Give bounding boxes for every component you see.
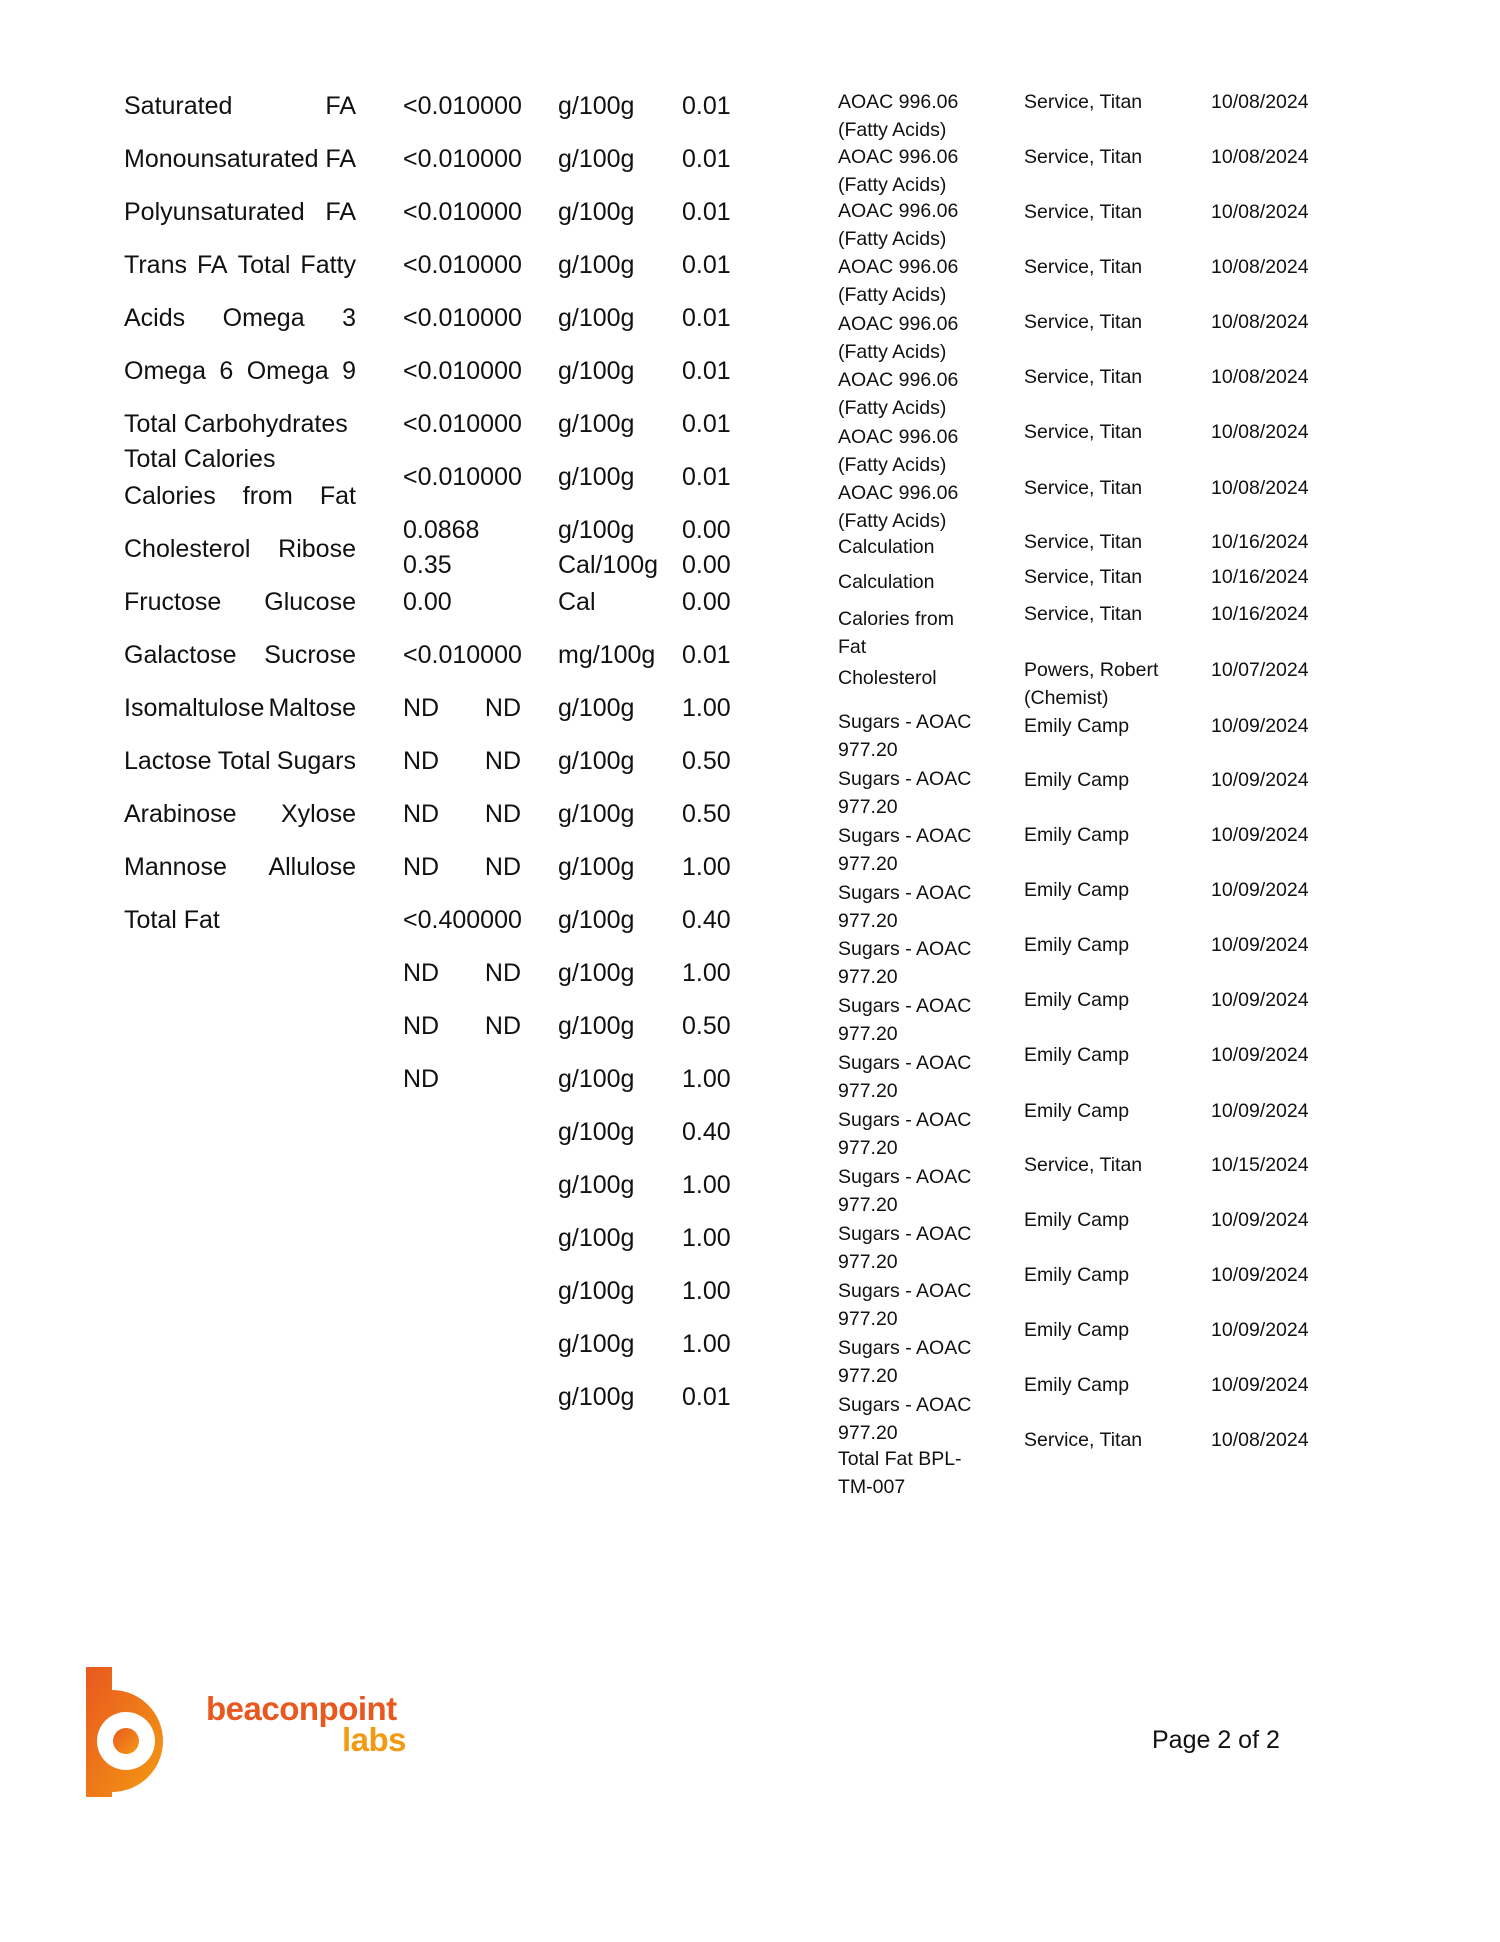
logo-wordmark <box>206 1690 407 1758</box>
result-value-word: ND <box>403 853 440 881</box>
lod-value: 0.01 <box>682 145 731 173</box>
unit-value: g/100g <box>558 747 635 775</box>
analyte-name-word: 9 <box>342 357 356 385</box>
method-name: 977.20 <box>838 1079 898 1102</box>
result-value <box>403 550 452 580</box>
analyst-name: Emily Camp <box>1024 879 1130 901</box>
analyte-name <box>124 409 348 439</box>
analyte-name <box>124 250 356 280</box>
method-name: Sugars - AOAC <box>838 1109 972 1131</box>
analyst-name: Emily Camp <box>1024 934 1130 956</box>
test-date: 10/16/2024 <box>1211 566 1309 588</box>
analyte-name-word: 6 <box>219 357 234 385</box>
analyte-name-word: Arabinose <box>124 800 237 828</box>
result-value-word: ND <box>403 694 440 722</box>
analyst-name: Service, Titan <box>1024 366 1143 388</box>
result-value <box>403 693 521 723</box>
analyte-name-word: Fructose <box>124 588 222 616</box>
result-value-word: ND <box>484 1012 521 1040</box>
unit-value: g/100g <box>558 1065 635 1093</box>
unit-value: g/100g <box>558 1330 635 1358</box>
result-value-word: <0.010000 <box>403 463 522 491</box>
method-name: AOAC 996.06 <box>838 426 959 448</box>
lod-value: 0.50 <box>682 747 731 775</box>
test-date: 10/08/2024 <box>1211 201 1309 223</box>
result-value <box>403 852 521 882</box>
test-date: 10/09/2024 <box>1211 1209 1309 1231</box>
result-value-word: 0.0868 <box>403 516 480 544</box>
analyte-name-word: Total <box>237 251 291 279</box>
analyte-name <box>124 693 356 723</box>
test-date: 10/08/2024 <box>1211 421 1309 443</box>
analyst-name: Emily Camp <box>1024 769 1130 791</box>
result-value-word: ND <box>403 747 440 775</box>
method-name: AOAC 996.06 <box>838 482 959 504</box>
test-date: 10/08/2024 <box>1211 256 1309 278</box>
lod-value: 1.00 <box>682 694 731 722</box>
result-value <box>403 91 522 121</box>
method-name: 977.20 <box>838 1364 898 1387</box>
analyte-name <box>124 91 356 121</box>
result-value-word: <0.010000 <box>403 251 522 279</box>
test-date: 10/08/2024 <box>1211 1429 1309 1451</box>
method-name: (Fatty Acids) <box>838 396 947 419</box>
result-value-word: ND <box>484 747 521 775</box>
analyst-name: Emily Camp <box>1024 715 1130 737</box>
unit-value: g/100g <box>558 694 635 722</box>
method-name: 977.20 <box>838 1421 898 1444</box>
unit-value: g/100g <box>558 1224 635 1252</box>
test-date: 10/08/2024 <box>1211 91 1309 113</box>
method-name: AOAC 996.06 <box>838 200 959 222</box>
analyte-name-word: Sucrose <box>264 641 356 669</box>
lod-value: 1.00 <box>682 1171 731 1199</box>
method-name: 977.20 <box>838 1136 898 1159</box>
analyst-name: Service, Titan <box>1024 256 1143 278</box>
result-value <box>403 197 522 227</box>
result-value <box>403 1064 439 1094</box>
analyst-name: Service, Titan <box>1024 91 1143 113</box>
method-name: 977.20 <box>838 1307 898 1330</box>
lod-value: 1.00 <box>682 1224 731 1252</box>
result-value-word: <0.010000 <box>403 145 522 173</box>
result-value-word: ND <box>403 959 440 987</box>
test-date: 10/07/2024 <box>1211 659 1309 681</box>
result-value <box>403 746 521 776</box>
method-name: (Fatty Acids) <box>838 173 947 196</box>
unit-value: g/100g <box>558 516 635 544</box>
unit-value: g/100g <box>558 1171 635 1199</box>
analyte-name-word: Galactose <box>124 641 237 669</box>
analyte-name <box>124 144 356 174</box>
analyte-name-word: Isomaltulose <box>124 694 265 722</box>
test-date: 10/09/2024 <box>1211 934 1309 956</box>
method-name: Sugars - AOAC <box>838 711 972 733</box>
analyst-name: Emily Camp <box>1024 1100 1130 1122</box>
lod-value: 0.01 <box>682 304 731 332</box>
method-name: Fat <box>838 635 867 658</box>
analyte-name-word: Sugars <box>276 747 356 775</box>
test-date: 10/08/2024 <box>1211 311 1309 333</box>
result-value-word: ND <box>484 800 521 828</box>
analyte-name <box>124 587 356 617</box>
lod-value: 0.01 <box>682 641 731 669</box>
lod-value: 0.01 <box>682 410 731 438</box>
lod-value: 0.00 <box>682 516 731 544</box>
result-value <box>403 356 522 386</box>
result-value-word: ND <box>484 853 521 881</box>
method-name: AOAC 996.06 <box>838 313 959 335</box>
method-name: (Fatty Acids) <box>838 509 947 532</box>
analyte-name-word: Calories <box>124 482 216 510</box>
method-name: Total Fat BPL- <box>838 1448 962 1470</box>
analyst-name: Service, Titan <box>1024 603 1143 625</box>
analyte-name-word: Ribose <box>278 535 356 563</box>
method-name: AOAC 996.06 <box>838 146 959 168</box>
unit-value: g/100g <box>558 1012 635 1040</box>
analyte-name <box>124 534 356 564</box>
result-value <box>403 303 522 333</box>
method-name: 977.20 <box>838 795 898 818</box>
unit-value: g/100g <box>558 198 635 226</box>
unit-value: g/100g <box>558 145 635 173</box>
analyte-name-word: Total Calories <box>124 445 276 473</box>
analyte-name <box>124 852 356 882</box>
lod-value: 1.00 <box>682 1330 731 1358</box>
analyte-name <box>124 481 356 511</box>
analyte-name-word: Mannose <box>124 853 227 881</box>
logo-mark-icon <box>86 1667 198 1797</box>
result-value-word: <0.010000 <box>403 357 522 385</box>
analyte-name <box>124 640 356 670</box>
analyte-name-word: Lactose <box>124 747 212 775</box>
method-name: Sugars - AOAC <box>838 995 972 1017</box>
unit-value: g/100g <box>558 410 635 438</box>
test-date: 10/09/2024 <box>1211 769 1309 791</box>
test-date: 10/08/2024 <box>1211 366 1309 388</box>
analyte-name-word: Monounsaturated <box>124 145 319 173</box>
lod-value: 1.00 <box>682 1065 731 1093</box>
lod-value: 0.01 <box>682 357 731 385</box>
test-date: 10/09/2024 <box>1211 1100 1309 1122</box>
result-value <box>403 409 522 439</box>
result-value <box>403 958 521 988</box>
page-number: Page 2 of 2 <box>1152 1726 1280 1754</box>
lod-value: 0.01 <box>682 251 731 279</box>
analyst-name: Service, Titan <box>1024 531 1143 553</box>
test-date: 10/08/2024 <box>1211 477 1309 499</box>
lod-value: 0.01 <box>682 463 731 491</box>
unit-value: g/100g <box>558 800 635 828</box>
lod-value: 1.00 <box>682 853 731 881</box>
analyst-name: (Chemist) <box>1024 686 1109 709</box>
analyst-name: Service, Titan <box>1024 146 1143 168</box>
result-value <box>403 799 521 829</box>
unit-value: g/100g <box>558 92 635 120</box>
analyte-name-word: 3 <box>342 304 356 332</box>
unit-value: Cal/100g <box>558 551 659 579</box>
analyst-name: Service, Titan <box>1024 566 1143 588</box>
analyte-name-word: Saturated <box>124 92 233 120</box>
test-date: 10/09/2024 <box>1211 824 1309 846</box>
logo-line-2: labs <box>342 1721 407 1758</box>
lod-value: 1.00 <box>682 1277 731 1305</box>
result-value-word: 0.35 <box>403 551 452 579</box>
unit-value: g/100g <box>558 959 635 987</box>
lod-value: 0.01 <box>682 1383 731 1411</box>
method-name: Sugars - AOAC <box>838 882 972 904</box>
analyst-name: Service, Titan <box>1024 1429 1143 1451</box>
analyte-name <box>124 303 356 333</box>
result-value-word: ND <box>403 800 440 828</box>
analyst-name: Emily Camp <box>1024 1319 1130 1341</box>
method-name: Sugars - AOAC <box>838 768 972 790</box>
analyte-name-word: Omega <box>124 357 206 385</box>
lod-value: 0.01 <box>682 198 731 226</box>
method-name: AOAC 996.06 <box>838 91 959 113</box>
analyte-name-word: Omega <box>222 304 305 332</box>
analyte-name-word: Glucose <box>264 588 356 616</box>
result-value-word: <0.400000 <box>403 906 522 934</box>
analyte-name <box>124 799 356 829</box>
method-name: 977.20 <box>838 1022 898 1045</box>
method-name: Calculation <box>838 536 935 558</box>
result-value <box>403 144 522 174</box>
method-name: Sugars - AOAC <box>838 1280 972 1302</box>
analyte-name-word: FA <box>325 145 356 173</box>
method-name: Sugars - AOAC <box>838 1052 972 1074</box>
analyte-name-word: Xylose <box>280 800 356 828</box>
analyte-name-word: Maltose <box>268 694 356 722</box>
result-value-word: 0.00 <box>403 588 452 616</box>
lod-value: 0.50 <box>682 1012 731 1040</box>
analyte-name-word: from <box>242 482 293 510</box>
unit-value: g/100g <box>558 1277 635 1305</box>
test-date: 10/16/2024 <box>1211 531 1309 553</box>
method-name: Sugars - AOAC <box>838 1337 972 1359</box>
analyte-name-word: Polyunsaturated <box>124 198 305 226</box>
lod-value: 0.00 <box>682 588 731 616</box>
unit-value: g/100g <box>558 251 635 279</box>
analyst-name: Emily Camp <box>1024 989 1130 1011</box>
method-name: Calories from <box>838 608 954 630</box>
method-name: 977.20 <box>838 1193 898 1216</box>
method-name: AOAC 996.06 <box>838 256 959 278</box>
lod-value: 0.40 <box>682 1118 731 1146</box>
method-name: 977.20 <box>838 909 898 932</box>
test-date: 10/09/2024 <box>1211 879 1309 901</box>
analyte-name-word: FA <box>325 92 356 120</box>
method-name: 977.20 <box>838 738 898 761</box>
analyte-name <box>124 197 356 227</box>
analyte-name-word: Fatty <box>300 251 356 279</box>
analyst-name: Powers, Robert <box>1024 659 1159 681</box>
method-name: (Fatty Acids) <box>838 283 947 306</box>
method-name: 977.20 <box>838 1250 898 1273</box>
result-value-word: <0.010000 <box>403 198 522 226</box>
analyst-name: Service, Titan <box>1024 1154 1143 1176</box>
analyte-name-word: FA <box>325 198 356 226</box>
result-value <box>403 515 479 545</box>
test-date: 10/15/2024 <box>1211 1154 1309 1176</box>
analyte-name-word: Total Fat <box>124 906 220 934</box>
result-value-word: ND <box>403 1012 440 1040</box>
analyte-name-word: Trans <box>124 251 187 279</box>
beaconpoint-logo <box>86 1667 426 1797</box>
lod-value: 0.50 <box>682 800 731 828</box>
unit-value: g/100g <box>558 357 635 385</box>
unit-value: Cal <box>558 588 596 616</box>
analyst-name: Emily Camp <box>1024 824 1130 846</box>
result-value <box>403 250 522 280</box>
analyst-name: Emily Camp <box>1024 1044 1130 1066</box>
analyte-name-word: Total Carbohydrates <box>124 410 348 438</box>
method-name: Cholesterol <box>838 667 937 689</box>
analyst-name: Service, Titan <box>1024 201 1143 223</box>
result-value <box>403 905 522 935</box>
test-date: 10/09/2024 <box>1211 1264 1309 1286</box>
analyst-name: Service, Titan <box>1024 477 1143 499</box>
analyte-name <box>124 444 275 474</box>
method-name: (Fatty Acids) <box>838 453 947 476</box>
analyte-name-word: Cholesterol <box>124 535 251 563</box>
method-name: 977.20 <box>838 965 898 988</box>
result-value-word: ND <box>484 694 521 722</box>
unit-value: g/100g <box>558 1118 635 1146</box>
test-date: 10/09/2024 <box>1211 1319 1309 1341</box>
unit-value: g/100g <box>558 463 635 491</box>
method-name: Sugars - AOAC <box>838 1394 972 1416</box>
method-name: Sugars - AOAC <box>838 1223 972 1245</box>
method-name: TM-007 <box>838 1475 906 1498</box>
method-name: Sugars - AOAC <box>838 825 972 847</box>
analyte-name <box>124 356 356 386</box>
lod-value: 0.40 <box>682 906 731 934</box>
logo-line-1: beaconpoint <box>206 1690 397 1727</box>
test-date: 10/09/2024 <box>1211 1374 1309 1396</box>
analyte-name-word: FA <box>197 251 228 279</box>
method-name: AOAC 996.06 <box>838 369 959 391</box>
analyst-name: Service, Titan <box>1024 421 1143 443</box>
unit-value: g/100g <box>558 906 635 934</box>
method-name: 977.20 <box>838 852 898 875</box>
result-value <box>403 640 522 670</box>
analyte-name-word: Allulose <box>268 853 356 881</box>
analyte-name <box>124 905 220 935</box>
result-value-word: <0.010000 <box>403 304 522 332</box>
unit-value: g/100g <box>558 1383 635 1411</box>
result-value-word: <0.010000 <box>403 641 522 669</box>
test-date: 10/08/2024 <box>1211 146 1309 168</box>
lod-value: 0.01 <box>682 92 731 120</box>
analyte-name-word: Total <box>217 747 271 775</box>
method-name: Sugars - AOAC <box>838 938 972 960</box>
analyst-name: Emily Camp <box>1024 1374 1130 1396</box>
result-value-word: <0.010000 <box>403 410 522 438</box>
method-name: Calculation <box>838 571 935 593</box>
method-name: (Fatty Acids) <box>838 118 947 141</box>
test-date: 10/09/2024 <box>1211 715 1309 737</box>
analyte-name <box>124 746 356 776</box>
unit-value: g/100g <box>558 304 635 332</box>
analyst-name: Service, Titan <box>1024 311 1143 333</box>
test-date: 10/09/2024 <box>1211 1044 1309 1066</box>
method-name: Sugars - AOAC <box>838 1166 972 1188</box>
test-date: 10/09/2024 <box>1211 989 1309 1011</box>
result-value <box>403 462 522 492</box>
analyst-name: Emily Camp <box>1024 1209 1130 1231</box>
method-name: (Fatty Acids) <box>838 340 947 363</box>
lod-value: 0.00 <box>682 551 731 579</box>
test-date: 10/16/2024 <box>1211 603 1309 625</box>
analyst-name: Emily Camp <box>1024 1264 1130 1286</box>
result-value-word: ND <box>484 959 521 987</box>
analyte-name-word: Fat <box>319 482 356 510</box>
lod-value: 1.00 <box>682 959 731 987</box>
result-value <box>403 587 452 617</box>
result-value-word: <0.010000 <box>403 92 522 120</box>
method-name: (Fatty Acids) <box>838 227 947 250</box>
unit-value: mg/100g <box>558 641 656 669</box>
result-value-word: ND <box>403 1065 440 1093</box>
result-value <box>403 1011 521 1041</box>
unit-value: g/100g <box>558 853 635 881</box>
analyte-name-word: Acids <box>124 304 186 332</box>
analyte-name-word: Omega <box>246 357 329 385</box>
